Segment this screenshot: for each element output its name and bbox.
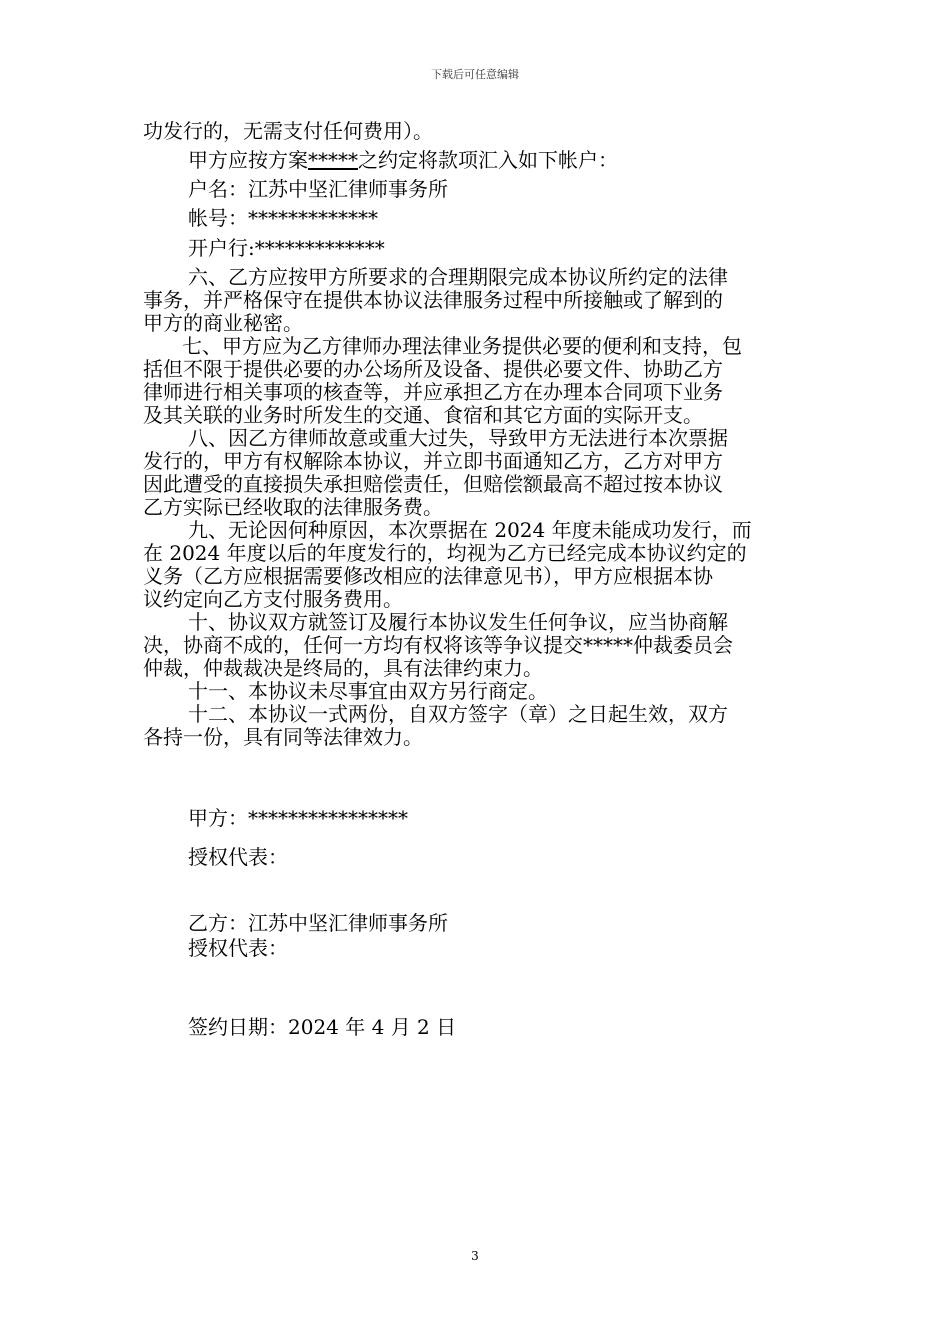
clause-10-line-2: 决，协商不成的，任何一方均有权将该等争议提交*****仲裁委员会 [143,633,733,657]
account-bank: 开户行:************* [188,236,385,260]
plan-number: ***** [308,148,358,172]
clause-9-line-3: 义务（乙方应根据需要修改相应的法律意见书），甲方应根据本协 [143,564,713,588]
clause-9-line-4: 议约定向乙方支付服务费用。 [143,587,403,611]
clause-7-line-3: 律师进行相关事项的核查等，并应承担乙方在办理本合同项下业务 [143,380,723,404]
clause-7-line-4: 及其关联的业务时所发生的交通、食宿和其它方面的实际开支。 [143,403,703,427]
clause-9-line-2: 在 2024 年度以后的年度发行的，均视为乙方已经完成本协议约定的 [143,541,747,565]
party-b: 乙方：江苏中坚汇律师事务所 [188,911,448,935]
party-a-representative: 授权代表： [188,845,288,869]
paragraph-line: 功发行的，无需支付任何费用）。 [143,119,433,143]
clause-12-line-1: 十二、本协议一式两份，自双方签字（章）之日起生效，双方 [188,702,728,726]
clause-12-line-2: 各持一份，具有同等法律效力。 [143,725,423,749]
clause-6-line-3: 甲方的商业秘密。 [143,311,303,335]
signing-date: 签约日期：2024 年 4 月 2 日 [188,1015,457,1039]
page-number: 3 [471,1249,479,1263]
clause-11: 十一、本协议未尽事宜由双方另行商定。 [188,679,548,703]
account-name: 户名：江苏中坚汇律师事务所 [188,177,448,201]
clause-8-line-1: 八、因乙方律师故意或重大过失，导致甲方无法进行本次票据 [188,426,728,450]
clause-7-line-1: 七、甲方应为乙方律师办理法律业务提供必要的便利和支持，包 [182,334,742,358]
party-b-representative: 授权代表： [188,936,288,960]
clause-8-line-2: 发行的，甲方有权解除本协议，并立即书面通知乙方，乙方对甲方 [143,449,723,473]
clause-8-line-3: 因此遭受的直接损失承担赔偿责任，但赔偿额最高不超过按本协议 [143,472,723,496]
clause-6-line-2: 事务，并严格保守在提供本协议法律服务过程中所接触或了解到的 [143,288,723,312]
account-number: 帐号：************* [188,206,378,230]
clause-10-line-1: 十、协议双方就签订及履行本协议发生任何争议，应当协商解 [188,610,728,634]
clause-10-line-3: 仲裁，仲裁裁决是终局的，具有法律约束力。 [143,656,543,680]
payment-instruction-a: 甲方应按方案 [188,148,308,172]
clause-9-line-1: 九、无论因何种原因，本次票据在 2024 年度未能成功发行，而 [188,518,752,542]
clause-8-line-4: 乙方实际已经收取的法律服务费。 [143,495,443,519]
clause-7-line-2: 括但不限于提供必要的办公场所及设备、提供必要文件、协助乙方 [143,357,723,381]
payment-instruction-b: 之约定将款项汇入如下帐户： [358,148,618,172]
page-header: 下载后可任意编辑 [431,68,519,81]
clause-6-line-1: 六、乙方应按甲方所要求的合理期限完成本协议所约定的法律 [188,265,728,289]
payment-instruction [188,148,618,172]
party-a: 甲方：**************** [188,806,408,830]
